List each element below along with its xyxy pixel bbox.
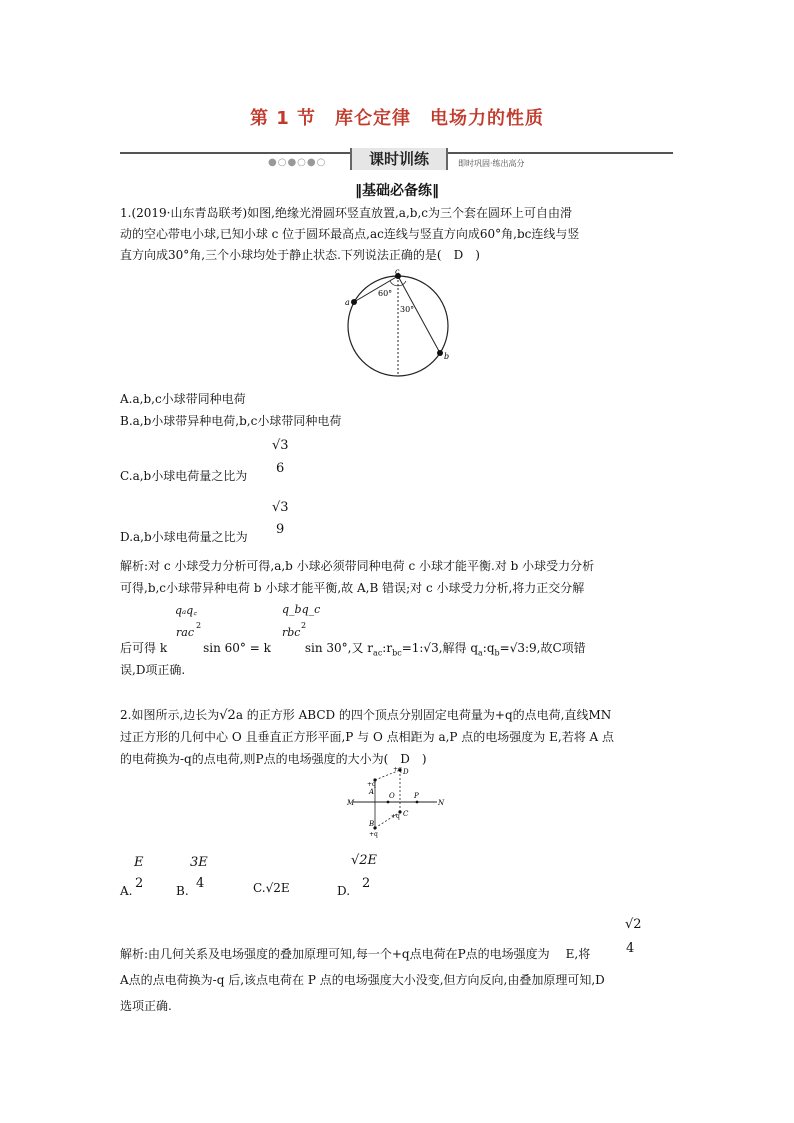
- q2-square-figure: [345, 766, 465, 846]
- q2-option-a: A.: [120, 884, 133, 898]
- q1-label-a: a: [345, 298, 350, 307]
- q2-solution-line2: A点的点电荷换为-q 后,该点电荷在 P 点的电场强度大小没变,但方向反向,由叠加原理可知,D: [120, 973, 605, 987]
- svg-text:N: N: [438, 799, 445, 807]
- q2-option-b: B.: [176, 884, 189, 898]
- q1-frac2-den: rbc: [282, 626, 301, 639]
- q2-option-a-num: E: [134, 855, 144, 870]
- svg-text:C: C: [403, 810, 409, 818]
- svg-text:M: M: [347, 799, 355, 807]
- q1-solution-line2: 可得,b,c小球带异种电荷 b 小球才能平衡,故 A,B 错误;对 c 小球受力分析,将力正交分解: [120, 581, 585, 595]
- banner-label: 课时训练: [350, 148, 448, 170]
- banner-dots: ●○●○●○: [268, 157, 327, 168]
- q1-option-d-num: √3: [272, 500, 289, 515]
- svg-text:+q: +q: [393, 766, 402, 773]
- q1-option-b: B.a,b小球带异种电荷,b,c小球带同种电荷: [120, 414, 342, 428]
- q1-solution-line3: 后可得 k sin 60° = k sin 30°,又 $r_{ac}:r_{bc}=1:√3$,解得 $q_a:q_b=√3:9$,故C项错: [120, 641, 586, 658]
- svg-text:A: A: [369, 788, 375, 796]
- q2-stem-line3: 的电荷换为-q的点电荷,则P点的电场强度的大小为( D ): [120, 752, 427, 766]
- q1-option-d: D.a,b小球电荷量之比为: [120, 530, 248, 544]
- q2-solution-frac-den: 4: [626, 941, 635, 956]
- page-title: 第 1 节 库仑定律 电场力的性质: [249, 108, 545, 129]
- svg-text:O: O: [389, 792, 395, 800]
- q2-solution-frac-num: √2: [625, 917, 642, 932]
- q2-option-b-den: 4: [196, 876, 205, 891]
- q1-circle-figure: [340, 266, 460, 382]
- svg-text:+q: +q: [391, 813, 400, 820]
- q1-frac2-sq: 2: [301, 621, 307, 630]
- q1-frac1-den: rac: [176, 626, 194, 639]
- svg-text:P: P: [414, 792, 419, 800]
- svg-text:D: D: [403, 768, 409, 776]
- q1-stem-line1: 1.(2019·山东青岛联考)如图,绝缘光滑圆环竖直放置,a,b,c为三个套在圆环上可自由滑: [120, 206, 572, 220]
- q1-label-b: b: [444, 352, 450, 361]
- q1-option-a: A.a,b,c小球带同种电荷: [120, 392, 246, 406]
- banner-subtitle: 即时巩固·练出高分: [458, 159, 525, 168]
- section-heading: ‖基础必备练‖: [355, 183, 439, 199]
- q1-option-c: C.a,b小球电荷量之比为: [120, 469, 248, 483]
- svg-text:B: B: [369, 820, 375, 828]
- q1-label-60: 60°: [378, 289, 393, 298]
- q2-stem-line1: 2.如图所示,边长为√2a 的正方形 ABCD 的四个顶点分别固定电荷量为+q的点电荷,直线MN: [120, 708, 612, 723]
- q2-option-c: C.√2E: [253, 881, 290, 895]
- q1-stem-line3: 直方向成30°角,三个小球均处于静止状态.下列说法正确的是( D ): [120, 248, 480, 262]
- svg-text:+q: +q: [369, 831, 378, 838]
- q2-option-d: D.: [337, 884, 351, 898]
- q1-stem-line2: 动的空心带电小球,已知小球 c 位于圆环最高点,ac连线与竖直方向成60°角,bc连线与竖: [120, 227, 580, 241]
- q2-solution-line1: 解析:由几何关系及电场强度的叠加原理可知,每一个+q点电荷在P点的电场强度为 E,将: [120, 947, 591, 961]
- q2-stem-line2: 过正方形的几何中心 O 且垂直正方形平面,P 与 O 点相距为 a,P 点的电场强度为 E,若将 A 点: [120, 730, 614, 744]
- q1-frac1-sq: 2: [196, 621, 202, 630]
- q1-label-c: c: [395, 267, 400, 276]
- q1-option-d-den: 9: [276, 522, 285, 537]
- q2-option-d-den: 2: [362, 876, 371, 891]
- q2-option-b-num: 3E: [190, 855, 208, 870]
- q1-label-30: 30°: [400, 305, 415, 314]
- q2-option-d-num: √2E: [351, 853, 378, 868]
- q1-solution-line4: 误,D项正确.: [120, 663, 186, 677]
- svg-text:+q: +q: [367, 781, 376, 788]
- q2-option-a-den: 2: [135, 876, 144, 891]
- q1-option-c-num: √3: [272, 438, 289, 453]
- q1-solution-line1: 解析:对 c 小球受力分析可得,a,b 小球必须带同种电荷 c 小球才能平衡.对 b 小球受力分析: [120, 559, 595, 573]
- q1-frac2-num: q_bq_c: [282, 603, 321, 616]
- q2-solution-line3: 选项正确.: [120, 999, 172, 1013]
- q1-frac1-num: qₐq꜀: [175, 604, 198, 617]
- q1-option-c-den: 6: [276, 461, 285, 476]
